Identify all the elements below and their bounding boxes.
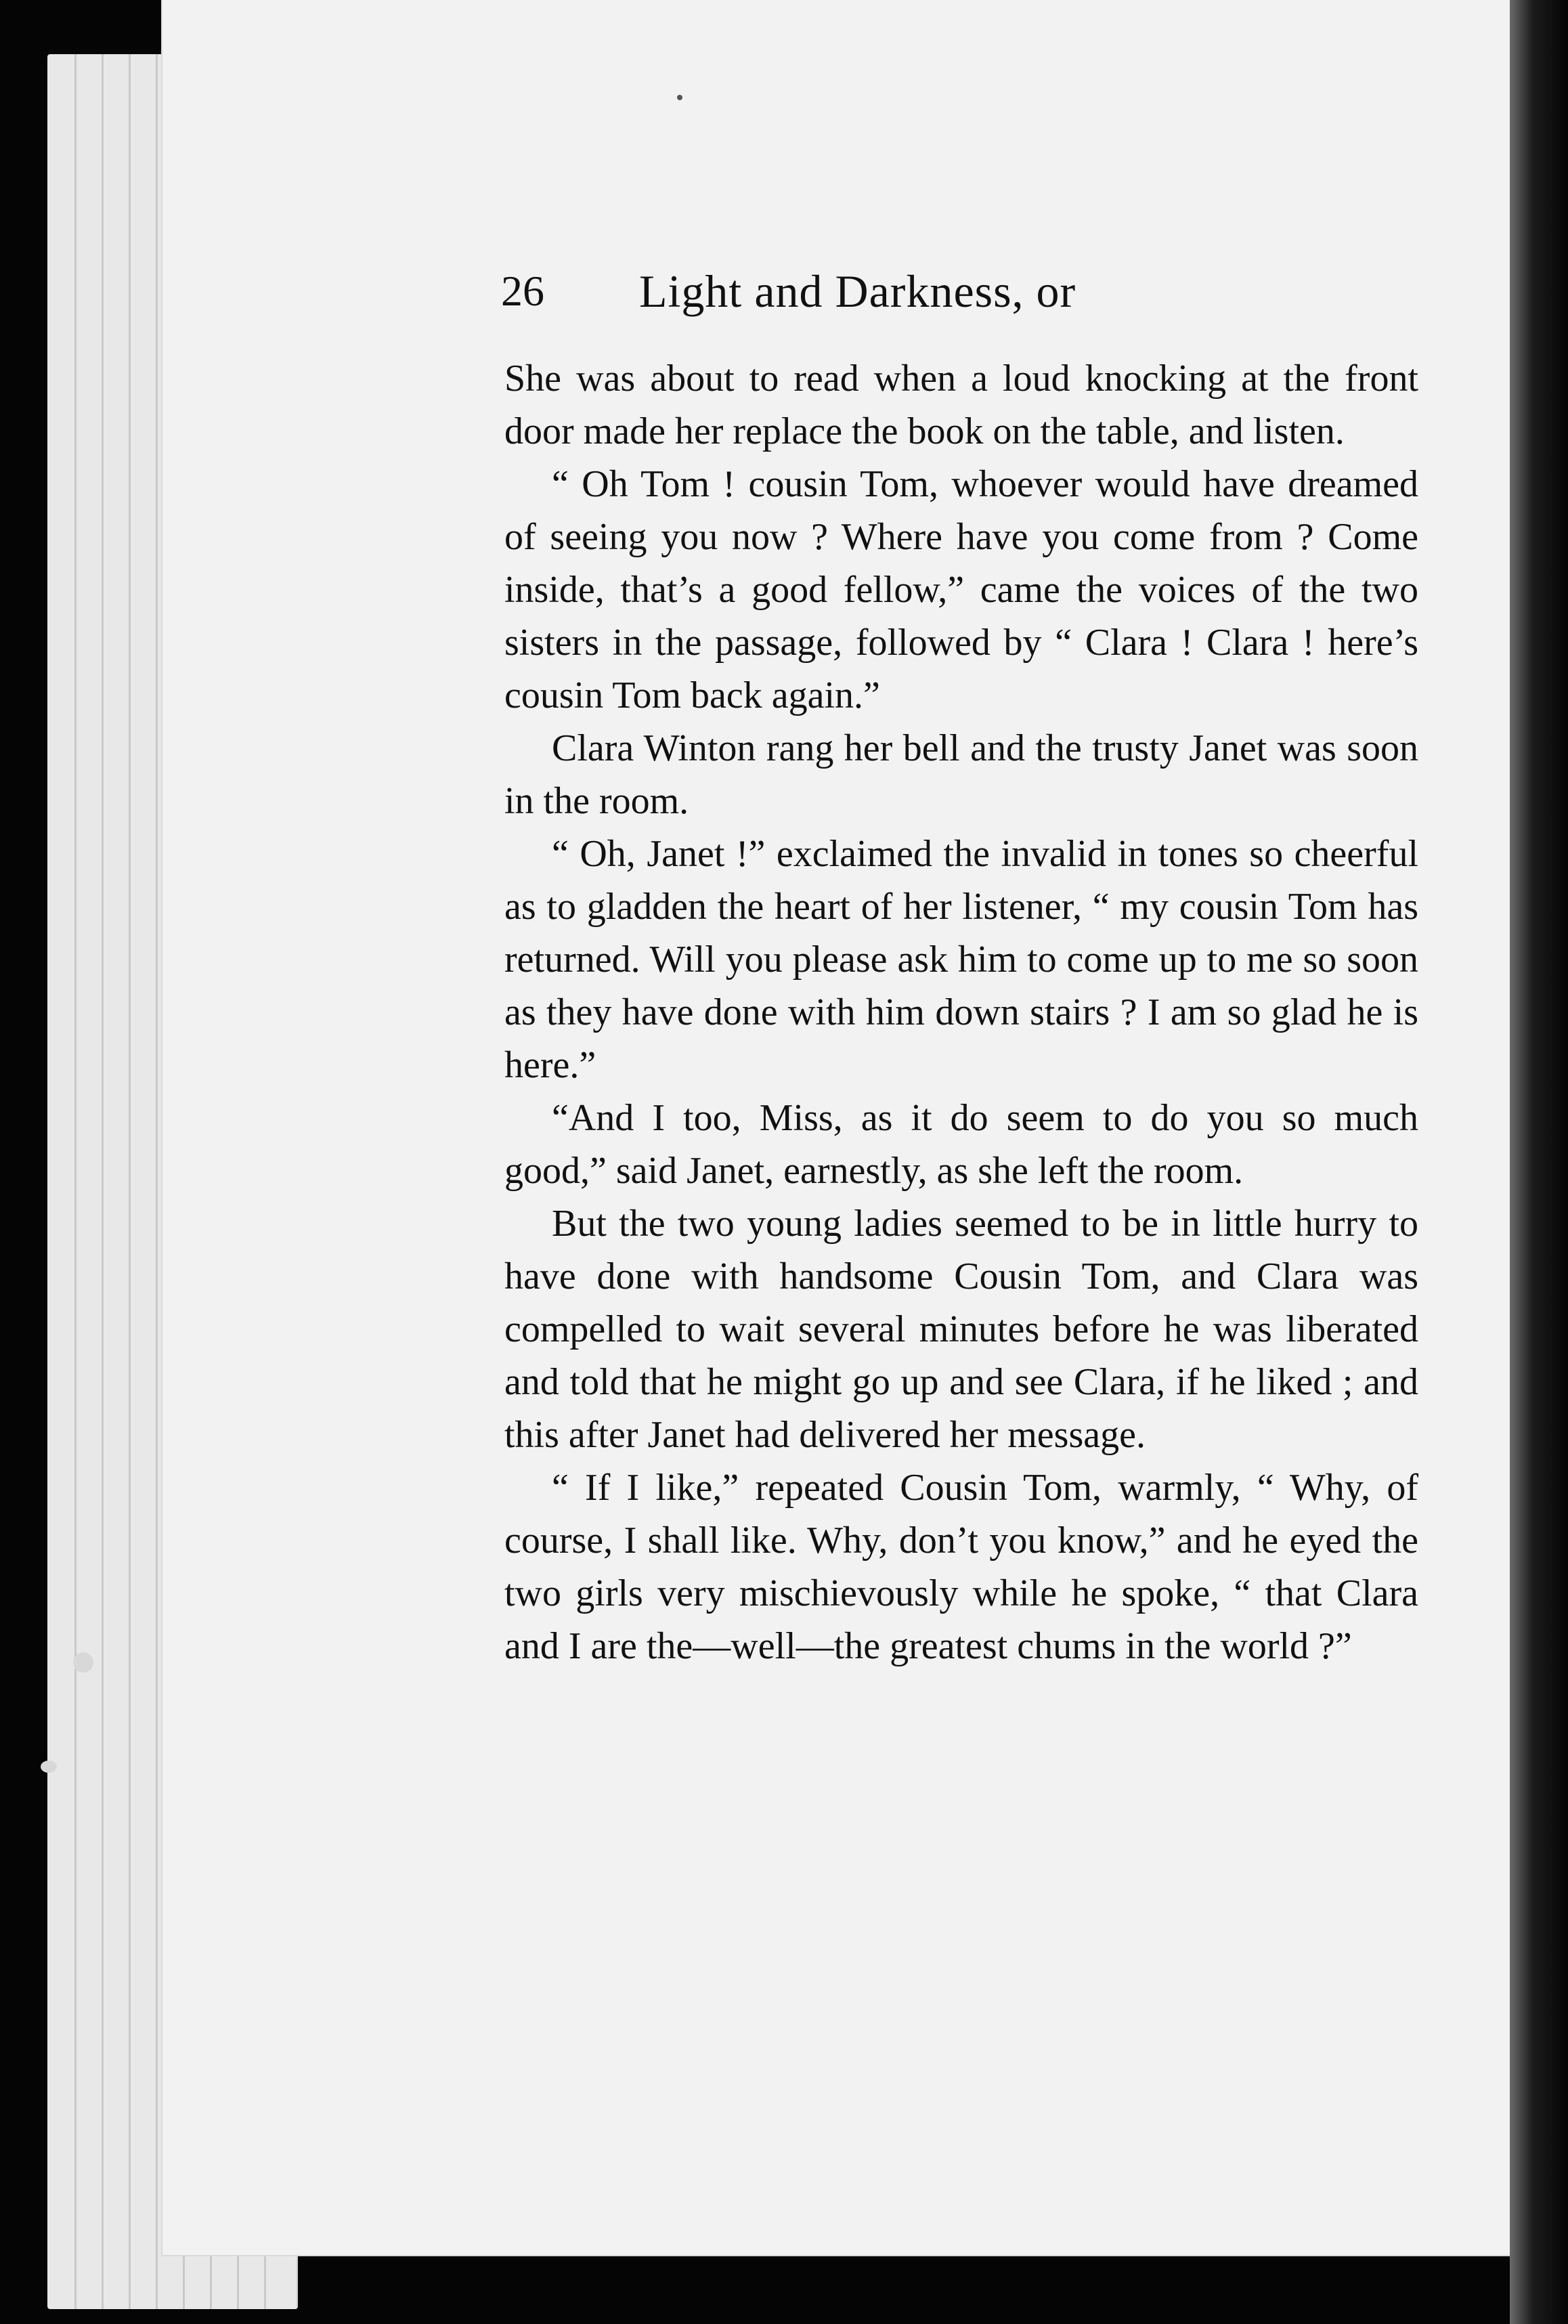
- page-edge-line: [129, 54, 131, 2309]
- paragraph: But the two young ladies seemed to be in little hurry to have done with handsome Cousin Tom, and Clara was compelled to wait several minutes before he was liberated and told that he might go up and see Clara, if he liked ; and this after Janet had delivered her message.: [504, 1203, 1418, 1456]
- dust-speck: [41, 1761, 57, 1773]
- body-text: [504, 352, 1418, 1673]
- page-header: [501, 257, 1435, 325]
- dust-speck: [677, 95, 682, 100]
- gutter-shadow: [1510, 0, 1568, 2324]
- paragraph: “ If I like,” repeated Cousin Tom, warmly, “ Why, of course, I shall like. Why, don’t you know,” and he eyed the two girls very mischievously while he spoke, “ that Clara and I are the—well—the greatest chums in the world ?”: [504, 1467, 1418, 1667]
- dust-speck: [73, 1652, 93, 1673]
- paragraph: “ Oh, Janet !” exclaimed the invalid in tones so cheerful as to gladden the heart of her listener, “ my cousin Tom has returned. Will you please ask him to come up to me so soon as they have done with him down stairs ? I am so glad he is here.”: [504, 833, 1418, 1086]
- page-edge-line: [156, 54, 158, 2309]
- paragraph: “And I too, Miss, as it do seem to do you so much good,” said Janet, earnestly, as she left the room.: [504, 1097, 1418, 1192]
- page-edge-line: [74, 54, 77, 2309]
- paragraph: She was about to read when a loud knocking at the front door made her replace the book on the table, and listen.: [504, 358, 1418, 452]
- running-title: Light and Darkness, or: [639, 265, 1076, 317]
- page-number: 26: [501, 267, 544, 315]
- paragraph: Clara Winton rang her bell and the trusty Janet was soon in the room.: [504, 727, 1418, 822]
- page-edge-line: [102, 54, 104, 2309]
- paragraph: “ Oh Tom ! cousin Tom, whoever would have dreamed of seeing you now ? Where have you come from ? Come inside, that’s a good fellow,” came the voices of the two sisters in the passage, followed by “ Clara ! Clara ! here’s cousin Tom back again.”: [504, 463, 1418, 716]
